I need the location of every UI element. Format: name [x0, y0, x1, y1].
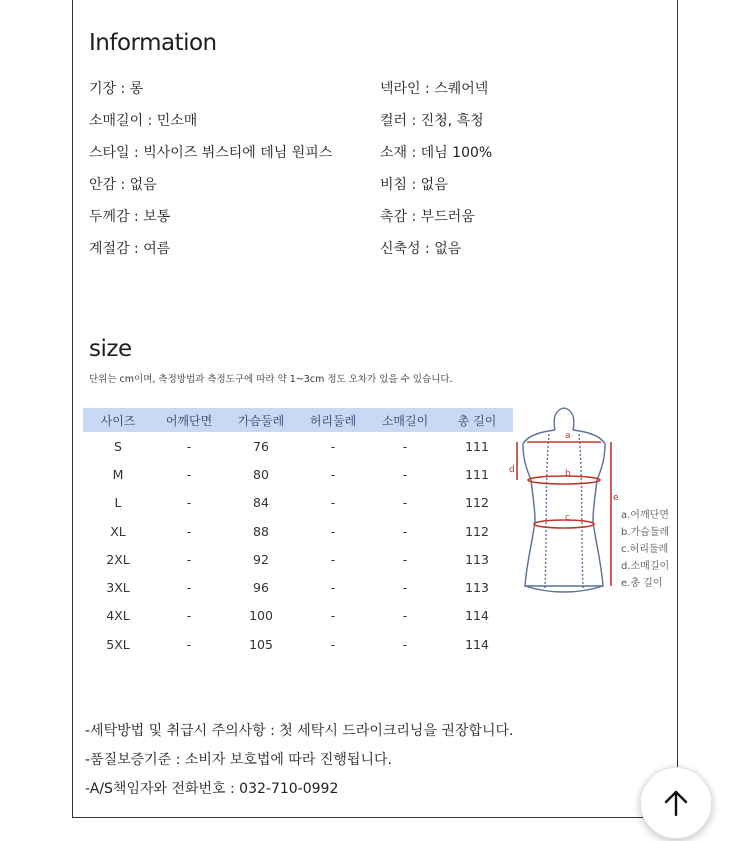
legend-length: e.총 길이: [621, 578, 663, 589]
info-style: 스타일 : 빅사이즈 뷔스티에 데님 원피스: [89, 145, 333, 161]
legend-sleeve: d.소매길이: [621, 561, 670, 572]
cell-chest: 76: [253, 438, 269, 454]
diagram-label-e: e: [613, 493, 619, 503]
header-length: 총 길이: [441, 408, 513, 432]
cell-shoulder: -: [186, 580, 192, 596]
info-lining: 안감 : 없음: [89, 177, 157, 193]
quality-guarantee: -품질보증기준 : 소비자 보호법에 따라 진행됩니다.: [85, 752, 392, 768]
info-sheer: 비침 : 없음: [380, 177, 448, 193]
cell-length: 111: [465, 438, 489, 454]
table-row: [83, 517, 513, 545]
info-season: 계절감 : 여름: [89, 241, 171, 257]
cell-sleeve: -: [402, 438, 408, 454]
cell-size: 3XL: [106, 580, 130, 596]
cell-shoulder: -: [186, 438, 192, 454]
cell-waist: -: [330, 580, 336, 596]
cell-length: 112: [465, 523, 489, 539]
arrow-up-icon: [663, 788, 689, 818]
table-row: [83, 545, 513, 573]
cell-length: 111: [465, 466, 489, 482]
cell-length: 114: [465, 608, 489, 624]
table-row: [83, 489, 513, 517]
header-chest: 가슴둘레: [225, 408, 297, 432]
cell-chest: 105: [249, 636, 273, 652]
cell-size: XL: [110, 523, 126, 539]
cell-length: 113: [465, 551, 489, 567]
cell-sleeve: -: [402, 608, 408, 624]
info-touch: 촉감 : 부드러움: [380, 209, 475, 225]
cell-size: S: [114, 438, 122, 454]
legend-chest: b.가슴둘레: [621, 527, 670, 538]
cell-size: 4XL: [106, 608, 130, 624]
cell-waist: -: [330, 551, 336, 567]
product-info-panel: [72, 0, 678, 818]
cell-waist: -: [330, 608, 336, 624]
header-sleeve: 소매길이: [369, 408, 441, 432]
cell-length: 112: [465, 495, 489, 511]
size-title: size: [89, 336, 132, 362]
info-neckline: 넥라인 : 스퀘어넥: [380, 81, 489, 97]
header-shoulder: 어깨단면: [153, 408, 225, 432]
cell-size: 5XL: [106, 636, 130, 652]
info-material: 소재 : 데님 100%: [380, 145, 493, 161]
diagram-label-d: d: [509, 465, 515, 475]
cell-shoulder: -: [186, 551, 192, 567]
info-elasticity: 신축성 : 없음: [380, 241, 462, 257]
info-sleeve: 소매길이 : 민소매: [89, 113, 198, 129]
diagram-label-a: a: [565, 431, 571, 441]
info-color: 컬러 : 진청, 흑청: [380, 113, 484, 129]
cell-chest: 80: [253, 466, 269, 482]
cell-sleeve: -: [402, 495, 408, 511]
cell-size: L: [114, 495, 122, 511]
table-row: [83, 460, 513, 488]
cell-sleeve: -: [402, 466, 408, 482]
table-row: [83, 602, 513, 630]
information-title: Information: [89, 30, 217, 56]
cell-waist: -: [330, 438, 336, 454]
as-contact: -A/S책임자와 전화번호 : 032-710-0992: [85, 781, 339, 797]
cell-size: 2XL: [106, 551, 130, 567]
legend-shoulder: a.어깨단면: [621, 510, 669, 521]
table-row: [83, 432, 513, 460]
cell-chest: 84: [253, 495, 269, 511]
diagram-label-b: b: [565, 469, 571, 479]
cell-chest: 88: [253, 523, 269, 539]
size-note: 단위는 cm이며, 측정방법과 측정도구에 따라 약 1~3cm 정도 오차가 있을 수 있습니다.: [89, 374, 453, 385]
header-waist: 허리둘레: [297, 408, 369, 432]
cell-length: 114: [465, 636, 489, 652]
table-row: [83, 573, 513, 601]
diagram-label-c: c: [565, 513, 570, 523]
cell-sleeve: -: [402, 636, 408, 652]
dress-form-diagram: [509, 400, 619, 600]
cell-sleeve: -: [402, 580, 408, 596]
legend-waist: c.허리둘레: [621, 544, 669, 555]
cell-chest: 100: [249, 608, 273, 624]
cell-length: 113: [465, 580, 489, 596]
care-instructions: -세탁방법 및 취급시 주의사항 : 첫 세탁시 드라이크리닝을 권장합니다.: [85, 723, 514, 739]
cell-waist: -: [330, 636, 336, 652]
size-table-header: [83, 408, 513, 432]
cell-chest: 92: [253, 551, 269, 567]
cell-size: M: [112, 466, 124, 482]
cell-sleeve: -: [402, 523, 408, 539]
cell-shoulder: -: [186, 608, 192, 624]
cell-shoulder: -: [186, 523, 192, 539]
info-length: 기장 : 롱: [89, 81, 144, 97]
cell-shoulder: -: [186, 636, 192, 652]
cell-chest: 96: [253, 580, 269, 596]
cell-waist: -: [330, 495, 336, 511]
size-table: [83, 408, 513, 658]
cell-waist: -: [330, 466, 336, 482]
cell-shoulder: -: [186, 495, 192, 511]
table-row: [83, 630, 513, 658]
scroll-to-top-button[interactable]: [640, 767, 712, 839]
header-size: 사이즈: [83, 408, 153, 432]
cell-shoulder: -: [186, 466, 192, 482]
cell-sleeve: -: [402, 551, 408, 567]
cell-waist: -: [330, 523, 336, 539]
info-thickness: 두께감 : 보통: [89, 209, 171, 225]
